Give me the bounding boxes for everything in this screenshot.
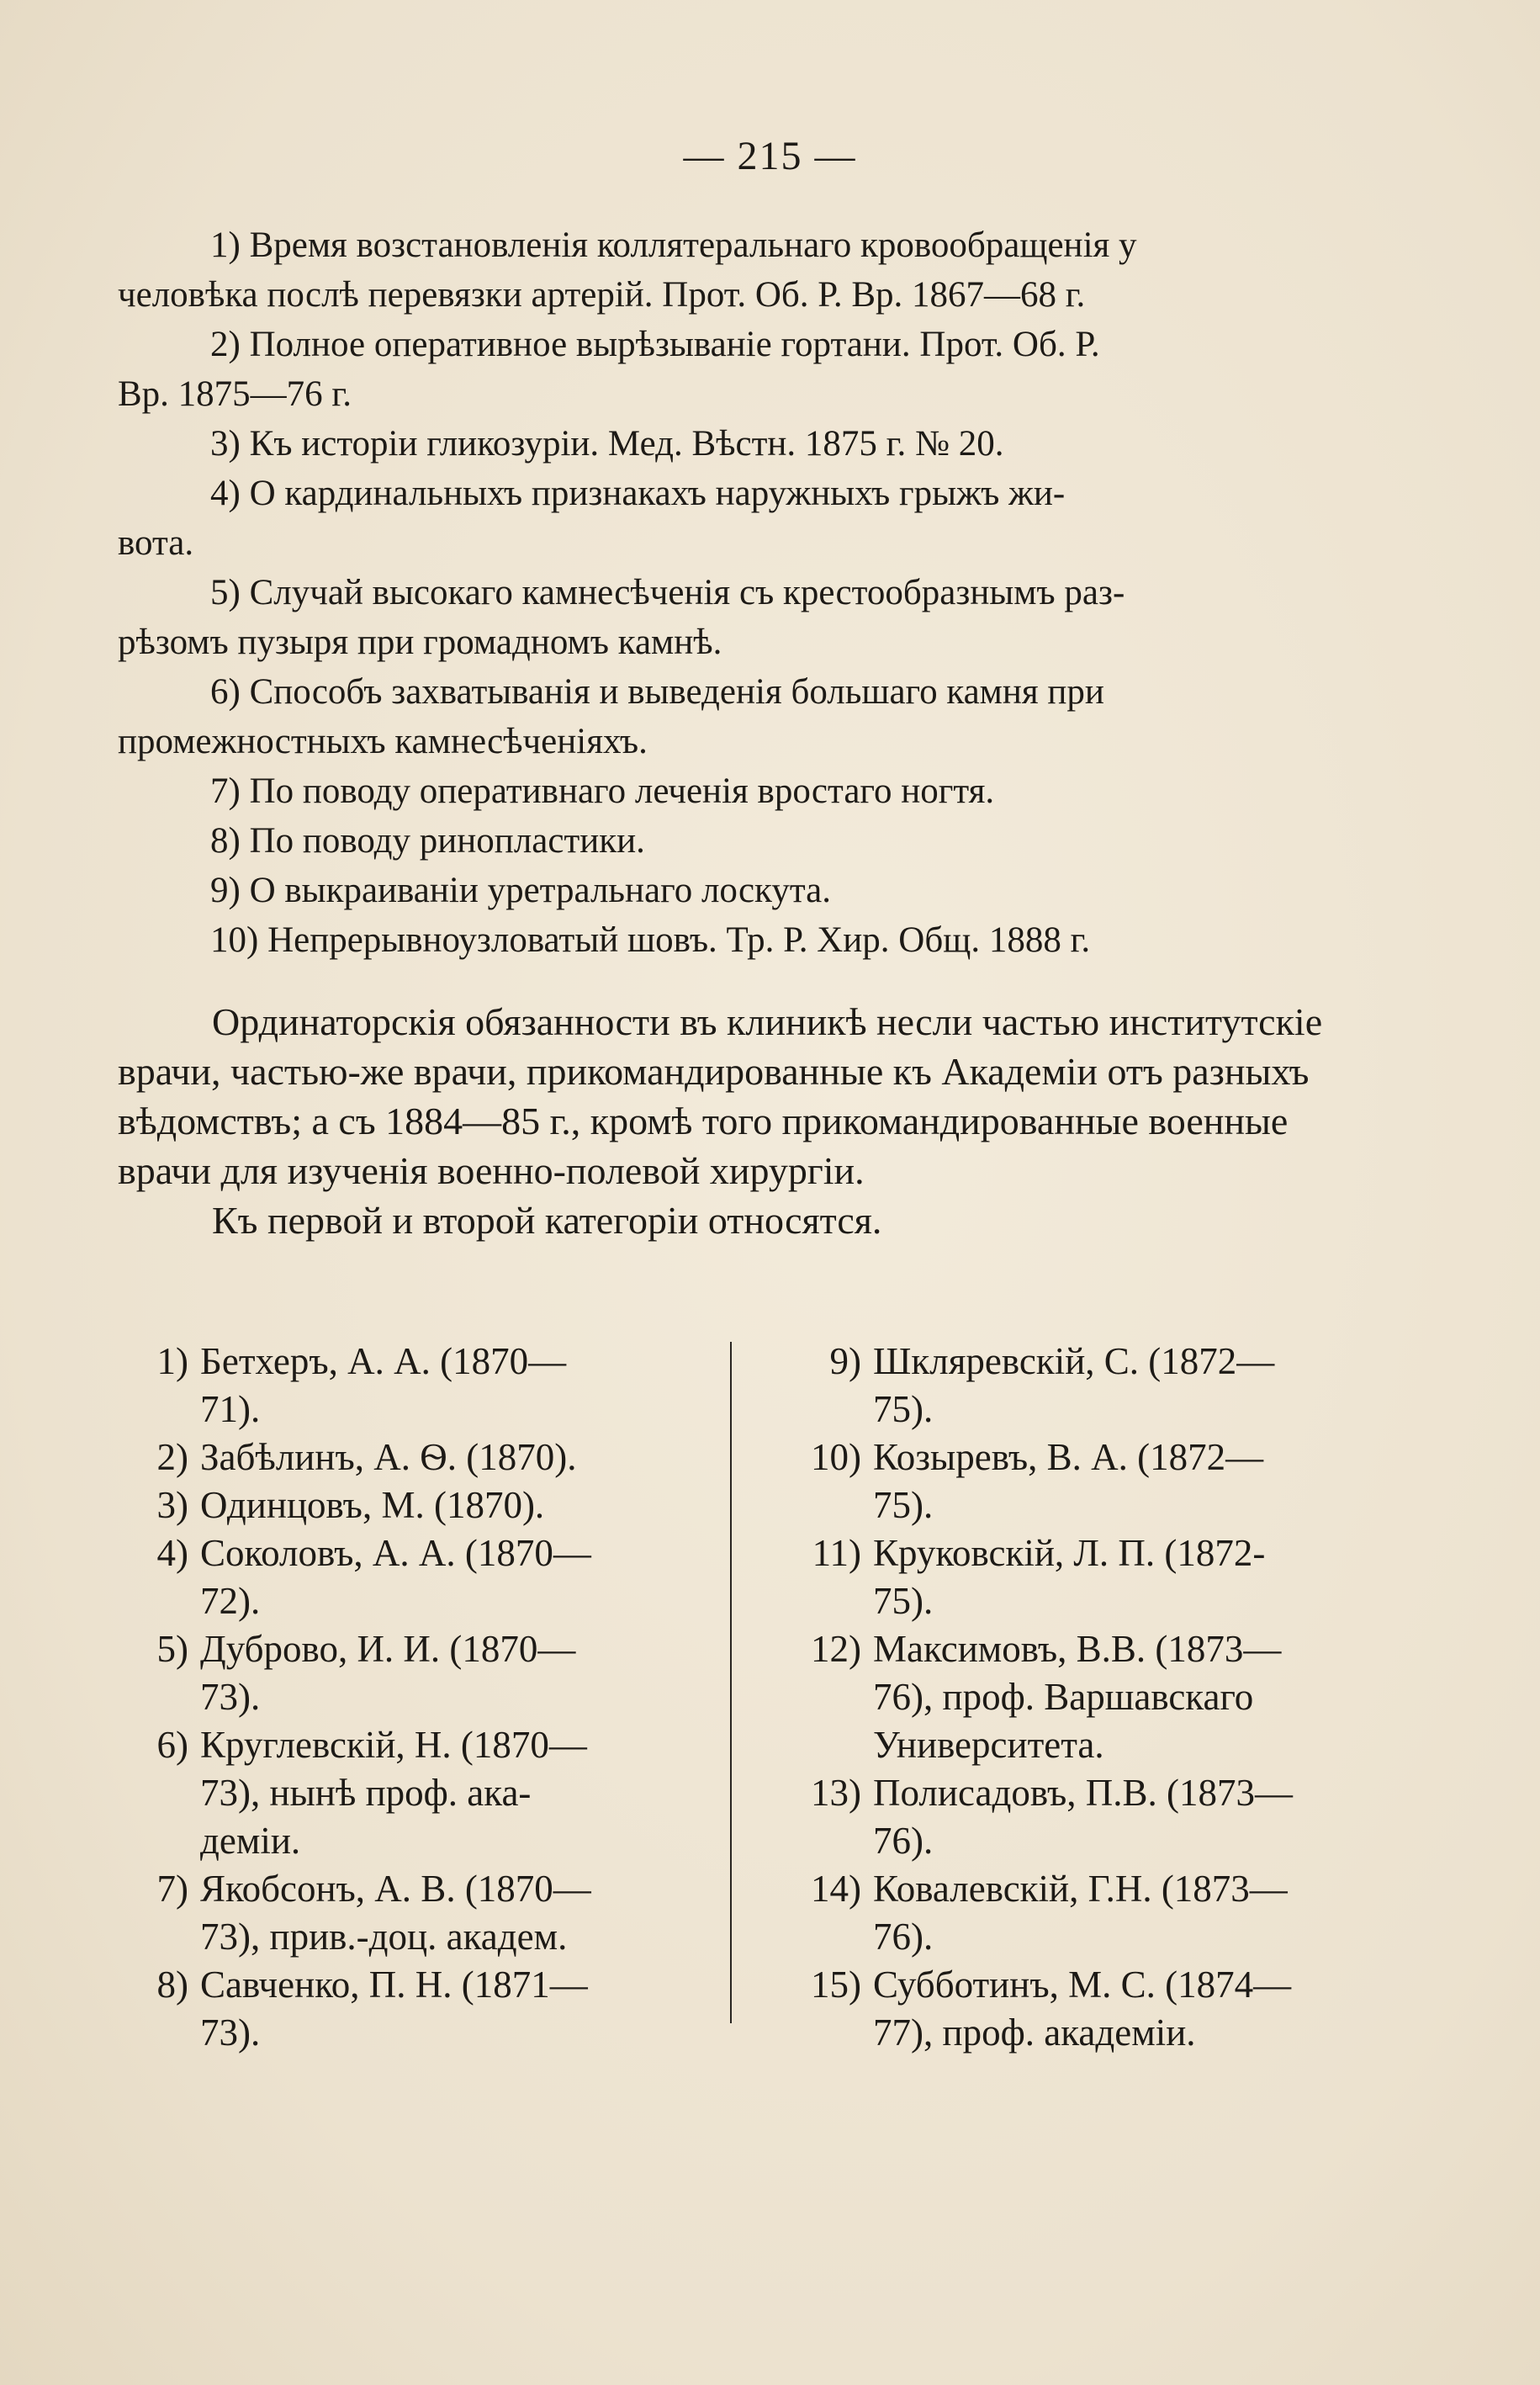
entry-text (873, 1338, 1386, 1434)
work-line: 4) О кардинальныхъ признакахъ наружныхъ грыжъ жи- (210, 474, 1066, 513)
entry-text (200, 1961, 732, 2057)
entry-number: 6) (156, 1724, 188, 1766)
entry-text (873, 1529, 1386, 1625)
entry-line: 75). (873, 1580, 934, 1622)
entry-line: Максимовъ, В.В. (1873— (873, 1628, 1282, 1670)
work-item (118, 220, 1363, 320)
work-item (118, 469, 1363, 568)
name-entry (772, 1625, 1386, 1769)
entry-line: Савченко, П. Н. (1871— (200, 1964, 588, 2006)
name-entry (772, 1529, 1386, 1625)
entry-line: Бетхеръ, А. А. (1870— (200, 1340, 567, 1382)
entry-line: Одинцовъ, М. (1870). (200, 1484, 545, 1526)
entry-text (200, 1721, 732, 1865)
work-item (118, 766, 1363, 816)
entry-line: Круглевскій, Н. (1870— (200, 1724, 587, 1766)
entry-line: 77), проф. академіи. (873, 2011, 1196, 2054)
entry-number: 3) (156, 1484, 188, 1526)
entry-text (200, 1338, 732, 1434)
work-line: 5) Случай высокаго камнесѣченія съ крестообразнымъ раз- (210, 573, 1125, 612)
work-line: рѣзомъ пузыря при громадномъ камнѣ. (118, 623, 722, 662)
work-line: 10) Непрерывноузловатый шовъ. Тр. Р. Хир. Общ. 1888 г. (210, 920, 1091, 960)
name-entry (118, 1625, 732, 1721)
entry-line: Полисадовъ, П.В. (1873— (873, 1772, 1293, 1814)
entry-text (200, 1481, 732, 1529)
entry-line: Субботинъ, М. С. (1874— (873, 1964, 1292, 2006)
entry-number: 15) (811, 1964, 861, 2006)
entry-line: 73), прив.-доц. академ. (200, 1916, 568, 1958)
work-line: 2) Полное оперативное вырѣзываніе гортани. Прот. Об. Р. (210, 325, 1100, 364)
entry-number: 2) (156, 1436, 188, 1478)
work-item (118, 667, 1363, 766)
entry-number: 9) (829, 1340, 861, 1382)
name-entry (118, 1529, 732, 1625)
name-entry (118, 1481, 732, 1529)
entry-line: Якобсонъ, А. В. (1870— (200, 1868, 591, 1910)
entry-line: Дуброво, И. И. (1870— (200, 1628, 576, 1670)
entry-text (873, 1769, 1386, 1865)
entry-text (873, 1961, 1386, 2057)
entry-line: 75). (873, 1484, 934, 1526)
entry-number: 1) (156, 1340, 188, 1382)
work-item (118, 915, 1363, 965)
names-column-right (772, 1338, 1386, 2057)
entry-number: 14) (811, 1868, 861, 1910)
entry-line: 72). (200, 1580, 261, 1622)
work-item (118, 419, 1363, 469)
work-line: Вр. 1875—76 г. (118, 374, 352, 414)
entry-number: 10) (811, 1436, 861, 1478)
name-entry (772, 1961, 1386, 2057)
work-item (118, 320, 1363, 419)
entry-line: 76). (873, 1916, 934, 1958)
entry-line: Шкляревскій, С. (1872— (873, 1340, 1275, 1382)
entry-number: 4) (156, 1532, 188, 1574)
entry-number: 8) (156, 1964, 188, 2006)
entry-line: Козыревъ, В. А. (1872— (873, 1436, 1264, 1478)
work-line: промежностныхъ камнесѣченіяхъ. (118, 722, 648, 761)
entry-text (200, 1529, 732, 1625)
name-entry (118, 1721, 732, 1865)
entry-line: 76). (873, 1820, 934, 1862)
entry-line: Круковскій, Л. П. (1872- (873, 1532, 1266, 1574)
entry-text (200, 1434, 732, 1481)
entry-number: 7) (156, 1868, 188, 1910)
entry-number: 11) (812, 1532, 861, 1574)
name-entry (772, 1865, 1386, 1961)
entry-number: 13) (811, 1772, 861, 1814)
entry-text (873, 1865, 1386, 1961)
work-item (118, 568, 1363, 667)
work-line: 7) По поводу оперативнаго леченія вростаго ногтя. (210, 771, 995, 811)
work-line: 3) Къ исторіи гликозуріи. Мед. Вѣстн. 1875 г. № 20. (210, 424, 1004, 464)
entry-text (200, 1625, 732, 1721)
name-entry (118, 1434, 732, 1481)
entry-line: 73). (200, 2011, 261, 2054)
works-list (118, 220, 1363, 965)
entry-text (200, 1865, 732, 1961)
entry-number: 12) (811, 1628, 861, 1670)
entry-text (873, 1625, 1386, 1769)
entry-line: Соколовъ, А. А. (1870— (200, 1532, 591, 1574)
name-entry (118, 1338, 732, 1434)
entry-line: деміи. (200, 1820, 301, 1862)
work-item (118, 866, 1363, 915)
entry-line: Забѣлинъ, А. Ѳ. (1870). (200, 1436, 577, 1478)
name-entry (118, 1865, 732, 1961)
entry-line: 73). (200, 1676, 261, 1718)
name-entry (772, 1338, 1386, 1434)
name-entry (118, 1961, 732, 2057)
ordinator-paragraph (118, 997, 1363, 1245)
paragraph-text: Къ первой и второй категоріи относятся. (212, 1199, 882, 1242)
work-line: вота. (118, 523, 194, 563)
entry-line: 75). (873, 1388, 934, 1430)
entry-line: 71). (200, 1388, 261, 1430)
work-line: 6) Способъ захватыванія и выведенія большаго камня при (210, 672, 1104, 712)
entry-line: 73), нынѣ проф. ака- (200, 1772, 532, 1814)
work-line: 8) По поводу ринопластики. (210, 821, 645, 861)
entry-line: Ковалевскій, Г.Н. (1873— (873, 1868, 1288, 1910)
name-entry (772, 1434, 1386, 1529)
entry-text (873, 1434, 1386, 1529)
work-line: 1) Время возстановленія коллятеральнаго кровообращенія у (210, 225, 1137, 265)
entry-line: 76), проф. Варшавскаго (873, 1676, 1254, 1718)
page-number: — 215 — (683, 134, 857, 178)
name-entry (772, 1769, 1386, 1865)
work-item (118, 816, 1363, 866)
entry-line: Университета. (873, 1724, 1104, 1766)
paragraph-text: Ординаторскія обязанности въ клиникѣ несли частью институтскіе врачи, частью-же врачи, прикомандированные къ Академіи отъ разныхъ вѣдомствъ; а съ 1884—85 г., кромѣ того прикомандированные военные врачи для изученія военно-полевой хирургіи. (118, 1000, 1323, 1192)
names-column-left (118, 1338, 732, 2057)
work-line: человѣка послѣ перевязки артерій. Прот. Об. Р. Вр. 1867—68 г. (118, 275, 1086, 315)
entry-number: 5) (156, 1628, 188, 1670)
work-line: 9) О выкраиваніи уретральнаго лоскута. (210, 871, 831, 910)
